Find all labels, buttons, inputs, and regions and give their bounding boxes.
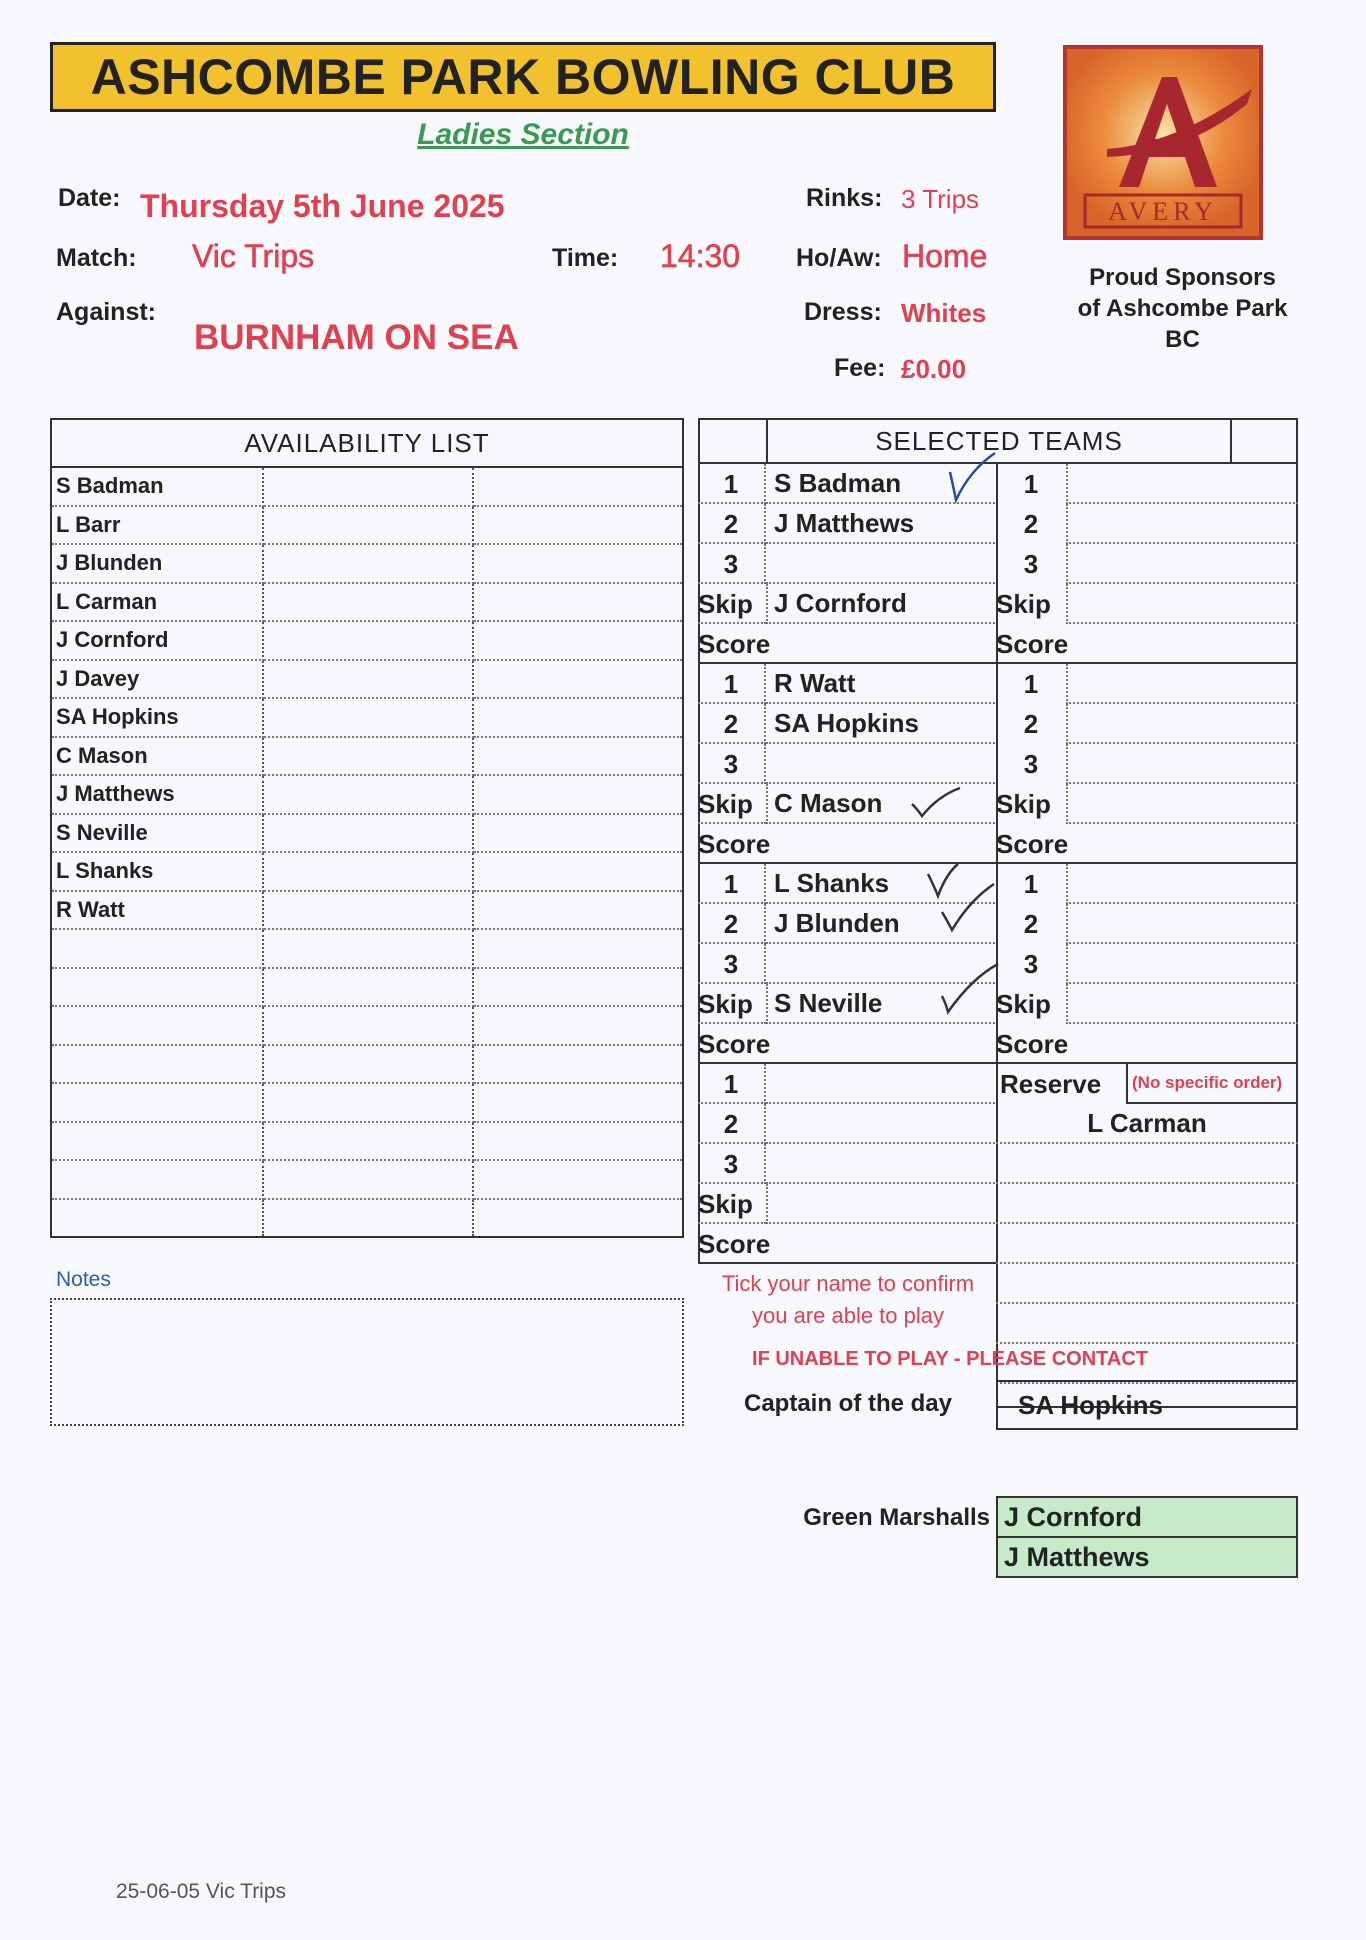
- reserve-player[interactable]: [996, 1144, 1298, 1184]
- availability-name: [51, 1006, 263, 1045]
- rink-row-label: 2: [698, 904, 766, 944]
- green-marshall-2: J Matthews: [996, 1536, 1298, 1578]
- reserve-note: (No specific order): [1126, 1064, 1298, 1104]
- rink-row-label: 3: [1023, 548, 1039, 579]
- reserve-player[interactable]: [996, 1224, 1298, 1264]
- svg-text:AVERY: AVERY: [1108, 197, 1218, 226]
- availability-row: [51, 698, 683, 737]
- tick-message-line-2: you are able to play: [751, 1303, 945, 1328]
- availability-row: [51, 775, 683, 814]
- availability-cell[interactable]: [473, 1160, 683, 1199]
- availability-cell[interactable]: [473, 1122, 683, 1161]
- availability-row: [51, 1122, 683, 1161]
- rink-divider: [698, 1184, 766, 1224]
- availability-row: [51, 1083, 683, 1122]
- rink-row-label: 3: [698, 944, 766, 984]
- match-label: Match:: [56, 244, 137, 272]
- rink-row-label: 3: [698, 744, 766, 784]
- rink-divider: [698, 904, 766, 944]
- availability-cell[interactable]: [473, 660, 683, 699]
- rink-player[interactable]: S Badman: [766, 464, 998, 504]
- availability-cell[interactable]: [473, 737, 683, 776]
- availability-row: [51, 660, 683, 699]
- availability-name: L Shanks: [51, 852, 263, 891]
- availability-cell[interactable]: [263, 1006, 473, 1045]
- rink-divider: [698, 1064, 766, 1104]
- notes-box[interactable]: [50, 1298, 684, 1426]
- tick-message: [698, 1268, 998, 1332]
- availability-name: J Cornford: [51, 621, 263, 660]
- availability-cell[interactable]: [473, 1199, 683, 1238]
- availability-name: [51, 968, 263, 1007]
- rink-row-label: Skip: [698, 984, 768, 1024]
- availability-name: J Blunden: [51, 544, 263, 583]
- availability-cell[interactable]: [263, 891, 473, 930]
- rink-player[interactable]: J Blunden: [766, 904, 998, 944]
- availability-cell[interactable]: [263, 698, 473, 737]
- rink-row-label: Score: [698, 628, 771, 659]
- tick-message-line-1: Tick your name to confirm: [721, 1271, 975, 1296]
- availability-cell[interactable]: [263, 968, 473, 1007]
- rink-row-label: 2: [1023, 508, 1039, 539]
- sponsor-line-2: of Ashcombe Park: [1077, 295, 1288, 322]
- rink-player[interactable]: R Watt: [766, 664, 998, 704]
- availability-cell[interactable]: [263, 737, 473, 776]
- rink-player[interactable]: [1066, 464, 1298, 504]
- date-label: Date:: [58, 184, 121, 212]
- availability-cell[interactable]: [473, 467, 683, 506]
- rink-row-label: Score: [996, 828, 1069, 859]
- rink-row-label: 3: [698, 544, 766, 584]
- availability-row: [51, 506, 683, 545]
- contact-message: IF UNABLE TO PLAY - PLEASE CONTACT: [752, 1348, 1148, 1370]
- rink-divider: [698, 864, 766, 904]
- availability-name: [51, 1160, 263, 1199]
- availability-name: J Matthews: [51, 775, 263, 814]
- hoaw-label: Ho/Aw:: [796, 244, 882, 272]
- against-label: Against:: [56, 298, 156, 326]
- rink-player[interactable]: [1066, 784, 1298, 824]
- rink-row-label: Skip: [698, 584, 768, 624]
- rink-divider: [698, 1144, 766, 1184]
- availability-name: [51, 1122, 263, 1161]
- rink-player[interactable]: [1066, 544, 1298, 584]
- rink-row-label: 1: [1023, 668, 1039, 699]
- avery-logo-mark: [1067, 49, 1259, 236]
- availability-cell[interactable]: [263, 1122, 473, 1161]
- rink-player[interactable]: [1066, 704, 1298, 744]
- rink-row-label: Skip: [698, 1184, 768, 1224]
- rink-row-label: Score: [698, 828, 771, 859]
- availability-cell[interactable]: [473, 968, 683, 1007]
- rink-player[interactable]: [766, 744, 998, 784]
- availability-cell[interactable]: [473, 852, 683, 891]
- rink-row-label: Score: [996, 1028, 1069, 1059]
- time-label: Time:: [552, 244, 619, 272]
- rink-player[interactable]: [1066, 904, 1298, 944]
- rink-player[interactable]: [1066, 744, 1298, 784]
- fee-label: Fee:: [834, 354, 886, 382]
- rink-row-label: 1: [698, 1064, 766, 1104]
- rink-player[interactable]: [1066, 984, 1298, 1024]
- availability-row: [51, 544, 683, 583]
- rink-player[interactable]: S Neville: [766, 984, 998, 1024]
- against-value: BURNHAM ON SEA: [194, 318, 519, 357]
- availability-cell[interactable]: [473, 1083, 683, 1122]
- rink-divider: [698, 504, 766, 544]
- notes-label: Notes: [56, 1268, 111, 1291]
- availability-name: S Neville: [51, 814, 263, 853]
- sponsor-line-1: Proud Sponsors: [1089, 264, 1276, 291]
- availability-name: R Watt: [51, 891, 263, 930]
- availability-name: [51, 1199, 263, 1238]
- availability-cell[interactable]: [263, 506, 473, 545]
- availability-cell[interactable]: [263, 1199, 473, 1238]
- rink-divider: [698, 784, 766, 824]
- availability-cell[interactable]: [263, 467, 473, 506]
- rink-row-label: 2: [698, 1104, 766, 1144]
- availability-cell[interactable]: [473, 929, 683, 968]
- availability-row: [51, 929, 683, 968]
- availability-cell[interactable]: [263, 544, 473, 583]
- rink-player[interactable]: [1066, 944, 1298, 984]
- match-value: Vic Trips: [192, 238, 315, 274]
- rink-player[interactable]: J Cornford: [766, 584, 998, 624]
- reserve-player[interactable]: [996, 1304, 1298, 1344]
- availability-cell[interactable]: [473, 621, 683, 660]
- availability-row: [51, 467, 683, 506]
- availability-name: L Carman: [51, 583, 263, 622]
- availability-row: [51, 852, 683, 891]
- green-marshall-1: J Cornford: [996, 1496, 1298, 1538]
- rink-row-label: Score: [698, 1028, 771, 1059]
- availability-name: J Davey: [51, 660, 263, 699]
- availability-name: [51, 1045, 263, 1084]
- rink-row-label: 1: [1023, 868, 1039, 899]
- rink-player[interactable]: [1066, 664, 1298, 704]
- availability-cell[interactable]: [263, 660, 473, 699]
- rink-player[interactable]: [1066, 584, 1298, 624]
- rink-row-label: 3: [1023, 948, 1039, 979]
- dress-value: Whites: [901, 298, 987, 328]
- avery-logo: [1063, 45, 1263, 240]
- reserve-player[interactable]: [996, 1184, 1298, 1224]
- availability-cell[interactable]: [473, 544, 683, 583]
- availability-cell[interactable]: [263, 621, 473, 660]
- reserve-player[interactable]: L Carman: [996, 1104, 1298, 1144]
- rink-row-label: Skip: [698, 784, 768, 824]
- availability-cell[interactable]: [473, 891, 683, 930]
- time-value: 14:30: [660, 238, 741, 274]
- rink-player[interactable]: [766, 1064, 998, 1104]
- availability-cell[interactable]: [263, 1160, 473, 1199]
- rink-divider: [698, 664, 766, 704]
- availability-cell[interactable]: [263, 1045, 473, 1084]
- reserve-player[interactable]: [996, 1264, 1298, 1304]
- availability-name: C Mason: [51, 737, 263, 776]
- rink-row-label: 2: [698, 704, 766, 744]
- rink-row-label: 2: [698, 504, 766, 544]
- rink-player[interactable]: C Mason: [766, 784, 998, 824]
- rink-player[interactable]: [1066, 504, 1298, 544]
- selected-title: SELECTED TEAMS: [766, 418, 1232, 464]
- rink-row-label: Skip: [996, 588, 1051, 619]
- tick-mark-icon: [908, 784, 968, 824]
- rink-player[interactable]: [766, 544, 998, 584]
- rink-row-label: 2: [1023, 708, 1039, 739]
- availability-cell[interactable]: [263, 929, 473, 968]
- rink-row-label: 3: [698, 1144, 766, 1184]
- rink-row-label: Skip: [996, 988, 1051, 1019]
- rink-row-label: 3: [1023, 748, 1039, 779]
- availability-table: [50, 418, 684, 1238]
- availability-cell[interactable]: [263, 583, 473, 622]
- availability-row: [51, 1160, 683, 1199]
- green-marshalls-label: Green Marshalls: [803, 1504, 990, 1531]
- rink-row-label: Score: [698, 1228, 771, 1259]
- rink-divider: [698, 464, 766, 504]
- availability-cell[interactable]: [263, 775, 473, 814]
- rinks-label: Rinks:: [806, 184, 883, 212]
- availability-cell[interactable]: [263, 852, 473, 891]
- availability-row: [51, 583, 683, 622]
- rink-divider: [698, 584, 766, 624]
- rink-row-label: 1: [698, 664, 766, 704]
- rink-divider: [698, 984, 766, 1024]
- availability-row: [51, 737, 683, 776]
- availability-cell[interactable]: [263, 1083, 473, 1122]
- rink-divider: [698, 544, 766, 584]
- availability-title: AVAILABILITY LIST: [51, 419, 683, 467]
- rink-player[interactable]: SA Hopkins: [766, 704, 998, 744]
- availability-cell[interactable]: [473, 775, 683, 814]
- availability-row: [51, 621, 683, 660]
- availability-name: [51, 1083, 263, 1122]
- captain-value: SA Hopkins: [996, 1380, 1298, 1430]
- rink-row-label: Skip: [996, 788, 1051, 819]
- availability-row: [51, 1045, 683, 1084]
- club-title: ASHCOMBE PARK BOWLING CLUB: [50, 42, 996, 112]
- fee-value: £0.00: [901, 354, 967, 384]
- rink-divider: [698, 744, 766, 784]
- rink-divider: [698, 704, 766, 744]
- rink-player[interactable]: [1066, 864, 1298, 904]
- tick-mark-icon: [936, 880, 998, 936]
- rink-row-label: 1: [1023, 468, 1039, 499]
- tick-mark-icon: [936, 960, 1002, 1018]
- availability-name: L Barr: [51, 506, 263, 545]
- availability-cell[interactable]: [473, 1006, 683, 1045]
- availability-row: [51, 814, 683, 853]
- availability-name: S Badman: [51, 467, 263, 506]
- availability-cell[interactable]: [473, 583, 683, 622]
- tick-mark-icon: [940, 450, 1000, 510]
- rinks-value: 3 Trips: [901, 184, 980, 214]
- availability-cell[interactable]: [473, 1045, 683, 1084]
- rink-row-label: 1: [698, 864, 766, 904]
- availability-row: [51, 1006, 683, 1045]
- footer-reference: 25-06-05 Vic Trips: [116, 1880, 287, 1903]
- availability-cell[interactable]: [473, 814, 683, 853]
- rink-player[interactable]: L Shanks: [766, 864, 998, 904]
- hoaw-value: Home: [902, 238, 988, 274]
- date-value: Thursday 5th June 2025: [140, 188, 505, 224]
- section-title: Ladies Section: [417, 118, 629, 151]
- rink-row-label: 2: [1023, 908, 1039, 939]
- availability-cell[interactable]: [473, 506, 683, 545]
- availability-cell[interactable]: [263, 814, 473, 853]
- captain-label: Captain of the day: [743, 1390, 953, 1417]
- availability-row: [51, 1199, 683, 1238]
- rink-player[interactable]: [766, 1104, 998, 1144]
- availability-name: [51, 929, 263, 968]
- dress-label: Dress:: [804, 298, 882, 326]
- availability-row: [51, 891, 683, 930]
- reserve-label: Reserve: [1000, 1068, 1102, 1099]
- availability-cell[interactable]: [473, 698, 683, 737]
- rink-divider: [698, 1104, 766, 1144]
- rink-divider: [698, 944, 766, 984]
- availability-name: SA Hopkins: [51, 698, 263, 737]
- rink-player[interactable]: [766, 1184, 998, 1224]
- rink-row-label: 1: [698, 464, 766, 504]
- sponsor-line-3: BC: [1165, 326, 1200, 353]
- rink-player[interactable]: [766, 1144, 998, 1184]
- rink-row-label: Score: [996, 628, 1069, 659]
- sponsor-text: [1050, 262, 1315, 355]
- rink-player[interactable]: J Matthews: [766, 504, 998, 544]
- availability-row: [51, 968, 683, 1007]
